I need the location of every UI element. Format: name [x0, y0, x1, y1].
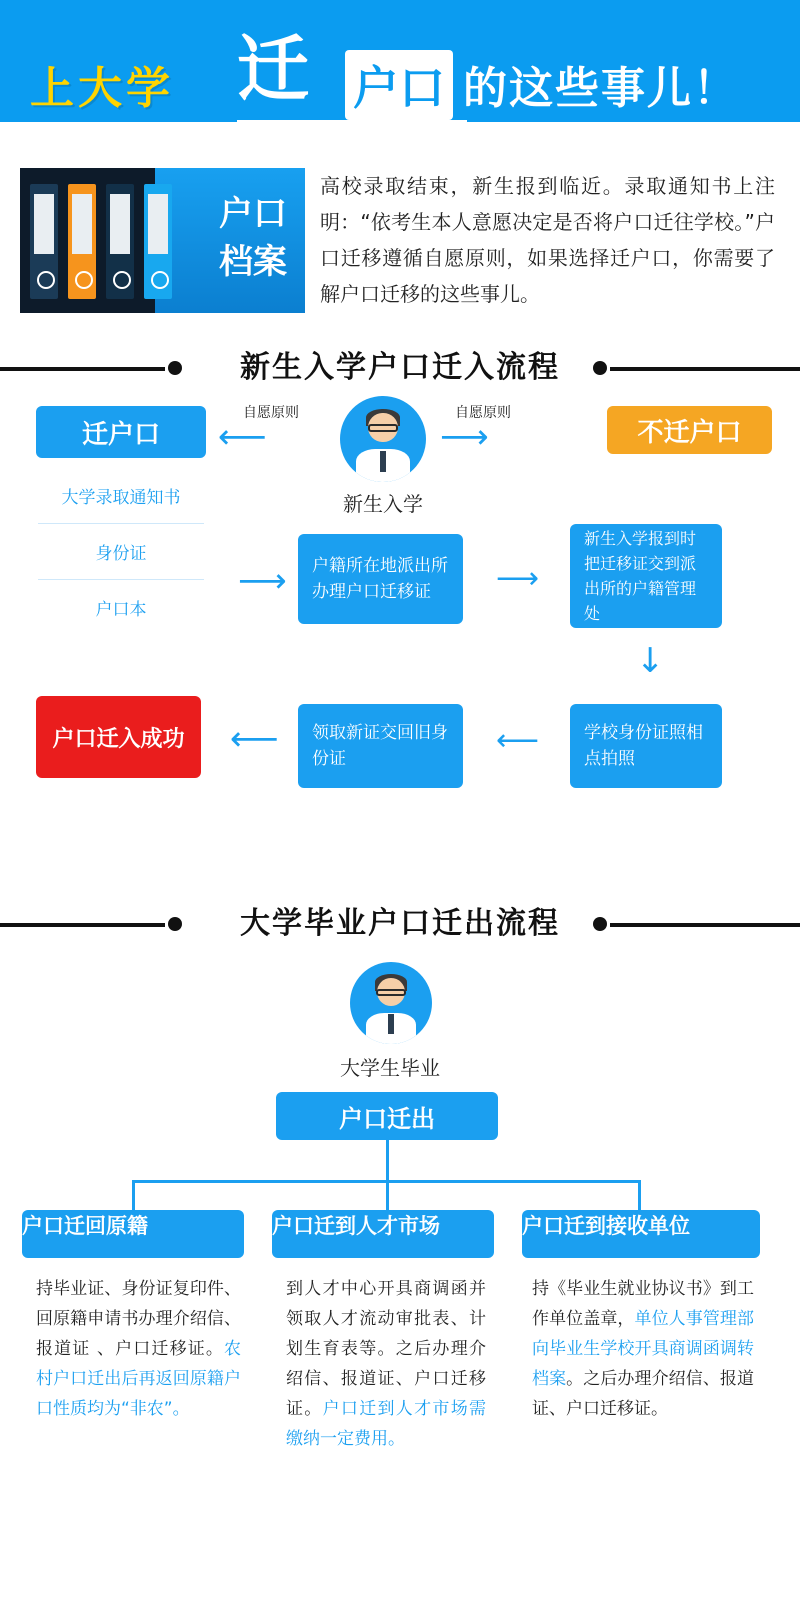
title-rule-right [610, 367, 800, 371]
intro-section [0, 140, 800, 340]
section-2-title-bar [0, 896, 800, 952]
document-list [38, 468, 204, 635]
section-1-title-bar [0, 340, 800, 396]
connector-stem [386, 1140, 389, 1180]
branch-desc-2 [286, 1274, 486, 1454]
student-avatar-caption: 新生入学 [343, 492, 423, 516]
intro-paragraph: 高校录取结束，新生报到临近。录取通知书上注明：“依考生本人意愿决定是否将户口迁往学校。”户口迁移遵循自愿原则，如果选择迁户口，你需要了解户口迁移的这些事儿。 [320, 174, 775, 306]
arrow-to-result-icon: ⟵ [230, 719, 279, 759]
document-item-1: 大学录取通知书 [61, 488, 181, 508]
branch-desc-3-plain1: 持《毕业生就业协议书》到工作单位盖章， [532, 1279, 754, 1329]
section-1-title: 新生入学户口迁入流程 [240, 350, 560, 385]
arrow-right-icon: ⟶ [440, 417, 489, 457]
box-move-out-label: 户口迁出 [339, 1104, 435, 1133]
step-police-station-label: 户籍所在地派出所办理户口迁移证 [312, 556, 448, 602]
folder-label-line2: 档案 [219, 242, 287, 282]
graduation-flow [0, 952, 800, 1572]
arrow-to-report-icon: ⟶ [496, 561, 540, 596]
header-title-box: 户口 [345, 50, 453, 120]
box-move-household [36, 406, 206, 458]
title2-dot-right [593, 917, 607, 931]
box-move-out [276, 1092, 498, 1140]
result-success [36, 696, 201, 778]
folder-label [219, 190, 287, 286]
enrollment-flow [0, 396, 800, 896]
branch-desc-3 [532, 1274, 754, 1424]
binder-4-icon [144, 184, 172, 299]
step-photo-label: 学校身份证照相点拍照 [584, 723, 703, 769]
branch-desc-3-highlight: 单位人事管理部向毕业生学校开具商调函调转档案 [532, 1309, 754, 1389]
header-banner [0, 0, 800, 140]
result-success-label: 户口迁入成功 [52, 726, 185, 752]
branch-desc-1 [36, 1274, 241, 1424]
step-police-station [298, 534, 463, 624]
branch-connectors [0, 1140, 800, 1210]
graduate-avatar-icon [350, 962, 432, 1044]
branch-box-2 [272, 1210, 494, 1258]
box-keep-household [607, 406, 772, 454]
student-avatar-icon [340, 396, 426, 482]
branch-box-1-label: 户口迁回原籍 [22, 1215, 148, 1238]
folder-label-line1: 户口 [219, 194, 287, 234]
step-new-id-card [298, 704, 463, 788]
graduate-avatar-caption: 大学生毕业 [340, 1056, 440, 1080]
branch-box-2-label: 户口迁到人才市场 [272, 1215, 440, 1238]
branch-desc-1-plain1: 持毕业证、身份证复印件、回原籍申请书办理介绍信、报道证 、户口迁移证。 [36, 1279, 241, 1359]
header-title-yellow: 上大学 [30, 63, 174, 114]
step-photo [570, 704, 722, 788]
header-title-big: 迁 [237, 27, 310, 111]
branch-box-3-label: 户口迁到接收单位 [522, 1215, 690, 1238]
title-dot-right [593, 361, 607, 375]
branch-desc-1-highlight: 农村户口迁出后再返回原籍户口性质均为“非农”。 [36, 1339, 241, 1419]
branch-box-1 [22, 1210, 244, 1258]
title2-rule-right [610, 923, 800, 927]
arrow-to-newcard-icon: ⟵ [496, 723, 540, 758]
arrow-left-icon: ⟵ [218, 417, 267, 457]
arrow-down-icon: ↓ [636, 641, 665, 681]
branch-desc-3-plain2: 。之后办理介绍信、报道证、户口迁移证。 [532, 1369, 755, 1419]
binder-3-icon [106, 184, 134, 299]
header-title-white: 的这些事儿！ [463, 63, 739, 114]
connector-branch-3 [638, 1180, 641, 1210]
binder-1-icon [30, 184, 58, 299]
section-2-title: 大学毕业户口迁出流程 [240, 906, 560, 941]
document-item-3: 户口本 [38, 579, 204, 635]
step-new-id-card-label: 领取新证交回旧身份证 [312, 723, 448, 769]
step-report-registration-label: 新生入学报到时把迁移证交到派出所的户籍管理处 [584, 529, 697, 623]
box-keep-household-label: 不迁户口 [637, 417, 742, 448]
box-move-household-label: 迁户口 [81, 419, 160, 450]
folder-illustration [20, 168, 305, 313]
label-voluntary-right: 自愿原则 [455, 405, 511, 421]
binder-2-icon [68, 184, 96, 299]
document-item-2: 身份证 [38, 523, 204, 579]
header-underline [237, 120, 467, 130]
connector-branch-1 [132, 1180, 135, 1210]
connector-branch-2 [386, 1180, 389, 1210]
branch-desc-2-plain1: 到人才中心开具商调函并领取人才流动审批表、计划生育表等。之后办理介绍信、报道证、户口迁移证。 [286, 1279, 486, 1419]
branch-desc-2-highlight: 户口迁到人才市场需缴纳一定费用。 [286, 1399, 487, 1449]
label-voluntary-left: 自愿原则 [243, 405, 299, 421]
branch-box-3 [522, 1210, 760, 1258]
arrow-to-police-icon: ⟶ [238, 561, 287, 601]
step-report-registration [570, 524, 722, 628]
header-title-group [0, 0, 800, 122]
